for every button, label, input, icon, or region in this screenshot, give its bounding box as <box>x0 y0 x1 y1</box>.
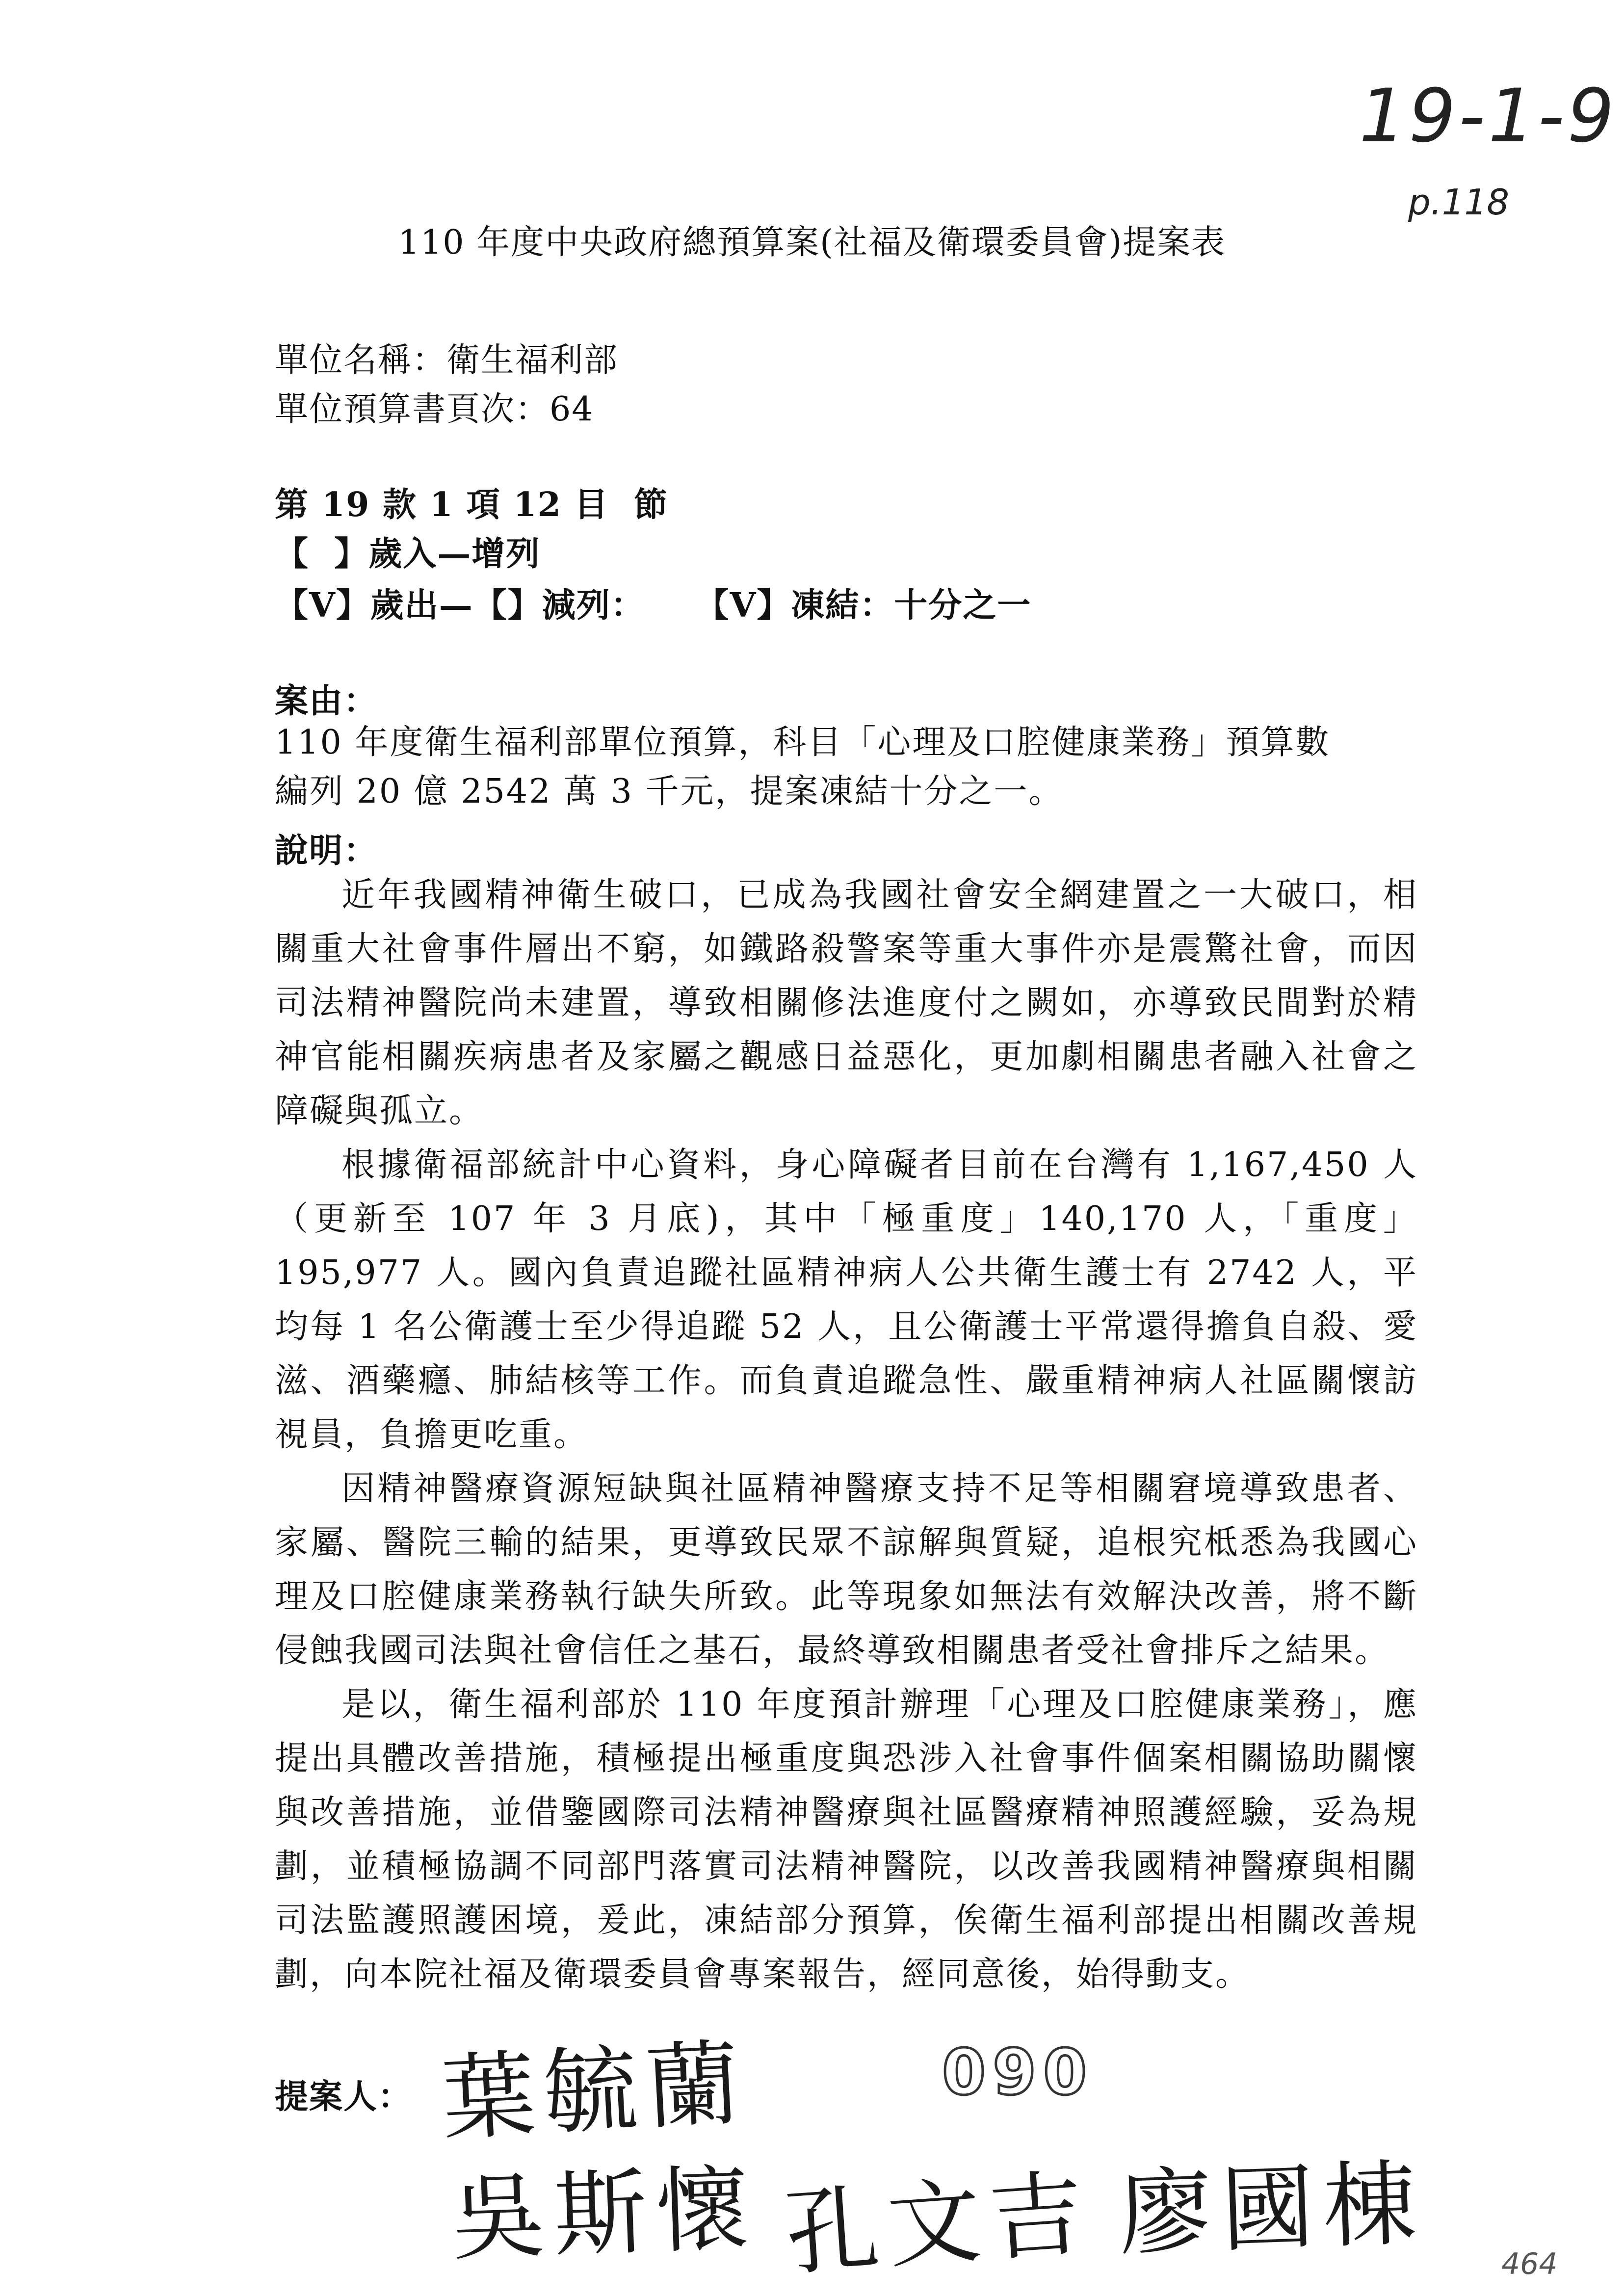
case-reason-heading: 案由： <box>275 681 378 721</box>
explanation-paragraph: 是以，衛生福利部於 110 年度預計辦理「心理及口腔健康業務」，應提出具體改善措施，積極提出極重度與恐涉入社會事件個案相關協助關懷與改善措施，並借鑒國際司法精神醫療與社區醫療精神照護經驗，妥為規劃，並積極協調不同部門落實司法精神醫院，以改善我國精神醫療與相關司法監護照護困境，爰此，凍結部分預算，俟衛生福利部提出相關改善規劃，向本院社福及衛環委員會專案報告，經同意後，始得動支。 <box>275 1685 1418 1994</box>
explanation-paragraph: 因精神醫療資源短缺與社區精神醫療支持不足等相關窘境導致患者、家屬、醫院三輸的結果，更導致民眾不諒解與質疑，追根究柢悉為我國心理及口腔健康業務執行缺失所致。此等現象如無法有效解決改善，將不斷侵蝕我國司法與社會信任之基石，最終導致相關患者受社會排斥之結果。 <box>275 1469 1418 1670</box>
budget-item-line: 第 19 款 1 項 12 目 節 <box>275 485 668 524</box>
explanation-heading: 說明： <box>275 831 378 870</box>
revenue-increase-line: 【 】歲入—增列 <box>275 534 541 574</box>
explanation-body <box>275 868 1418 2002</box>
expenditure-freeze-line: 【V】歲出—【】減列： 【V】凍結：十分之一 <box>275 586 1032 625</box>
explanation-paragraph: 近年我國精神衛生破口，已成為我國社會安全網建置之一大破口，相關重大社會事件層出不窮，如鐵路殺警案等重大事件亦是震驚社會，而因司法精神醫院尚未建置，導致相關修法進度付之闕如，亦導致民間對於精神官能相關疾病患者及家屬之觀感日益惡化，更加劇相關患者融入社會之障礙與孤立。 <box>275 876 1418 1130</box>
serial-stamp: 090 <box>942 2036 1094 2109</box>
page-annotation: p.118 <box>1408 182 1510 223</box>
corner-annotation: 464 <box>1501 2247 1558 2281</box>
signature: 孔文吉 <box>782 2159 1096 2289</box>
date-annotation: 19-1-9 <box>1359 74 1617 159</box>
explanation-paragraph: 根據衛福部統計中心資料，身心障礙者目前在台灣有 1,167,450 人（更新至 107 年 3 月底)，其中「極重度」140,170 人，「重度」195,977 人。國內負責追蹤社區精神病人公共衛生護士有 2742 人，平均每 1 名公衛護士至少得追蹤 52 人，且公衛護士平常還得擔負自殺、愛滋、酒藥癮、肺結核等工作。而負責追蹤急性、嚴重精神病人社區關懷訪視員，負擔更吃重。 <box>275 1146 1418 1454</box>
unit-name: 單位名稱：衛生福利部 <box>275 341 619 380</box>
signature: 葉毓蘭 <box>439 2029 751 2154</box>
signature: 廖國棟 <box>1117 2149 1427 2269</box>
case-reason-line: 110 年度衛生福利部單位預算，科目「心理及口腔健康業務」預算數 <box>275 723 1331 762</box>
signature: 吳斯懷 <box>449 2154 760 2273</box>
proposer-label: 提案人： <box>275 2077 413 2116</box>
case-reason-line: 編列 20 億 2542 萬 3 千元，提案凍結十分之一。 <box>275 772 1064 811</box>
document-title: 110 年度中央政府總預算案(社福及衛環委員會)提案表 <box>398 223 1226 262</box>
unit-budget-page: 單位預算書頁次：64 <box>275 390 594 429</box>
